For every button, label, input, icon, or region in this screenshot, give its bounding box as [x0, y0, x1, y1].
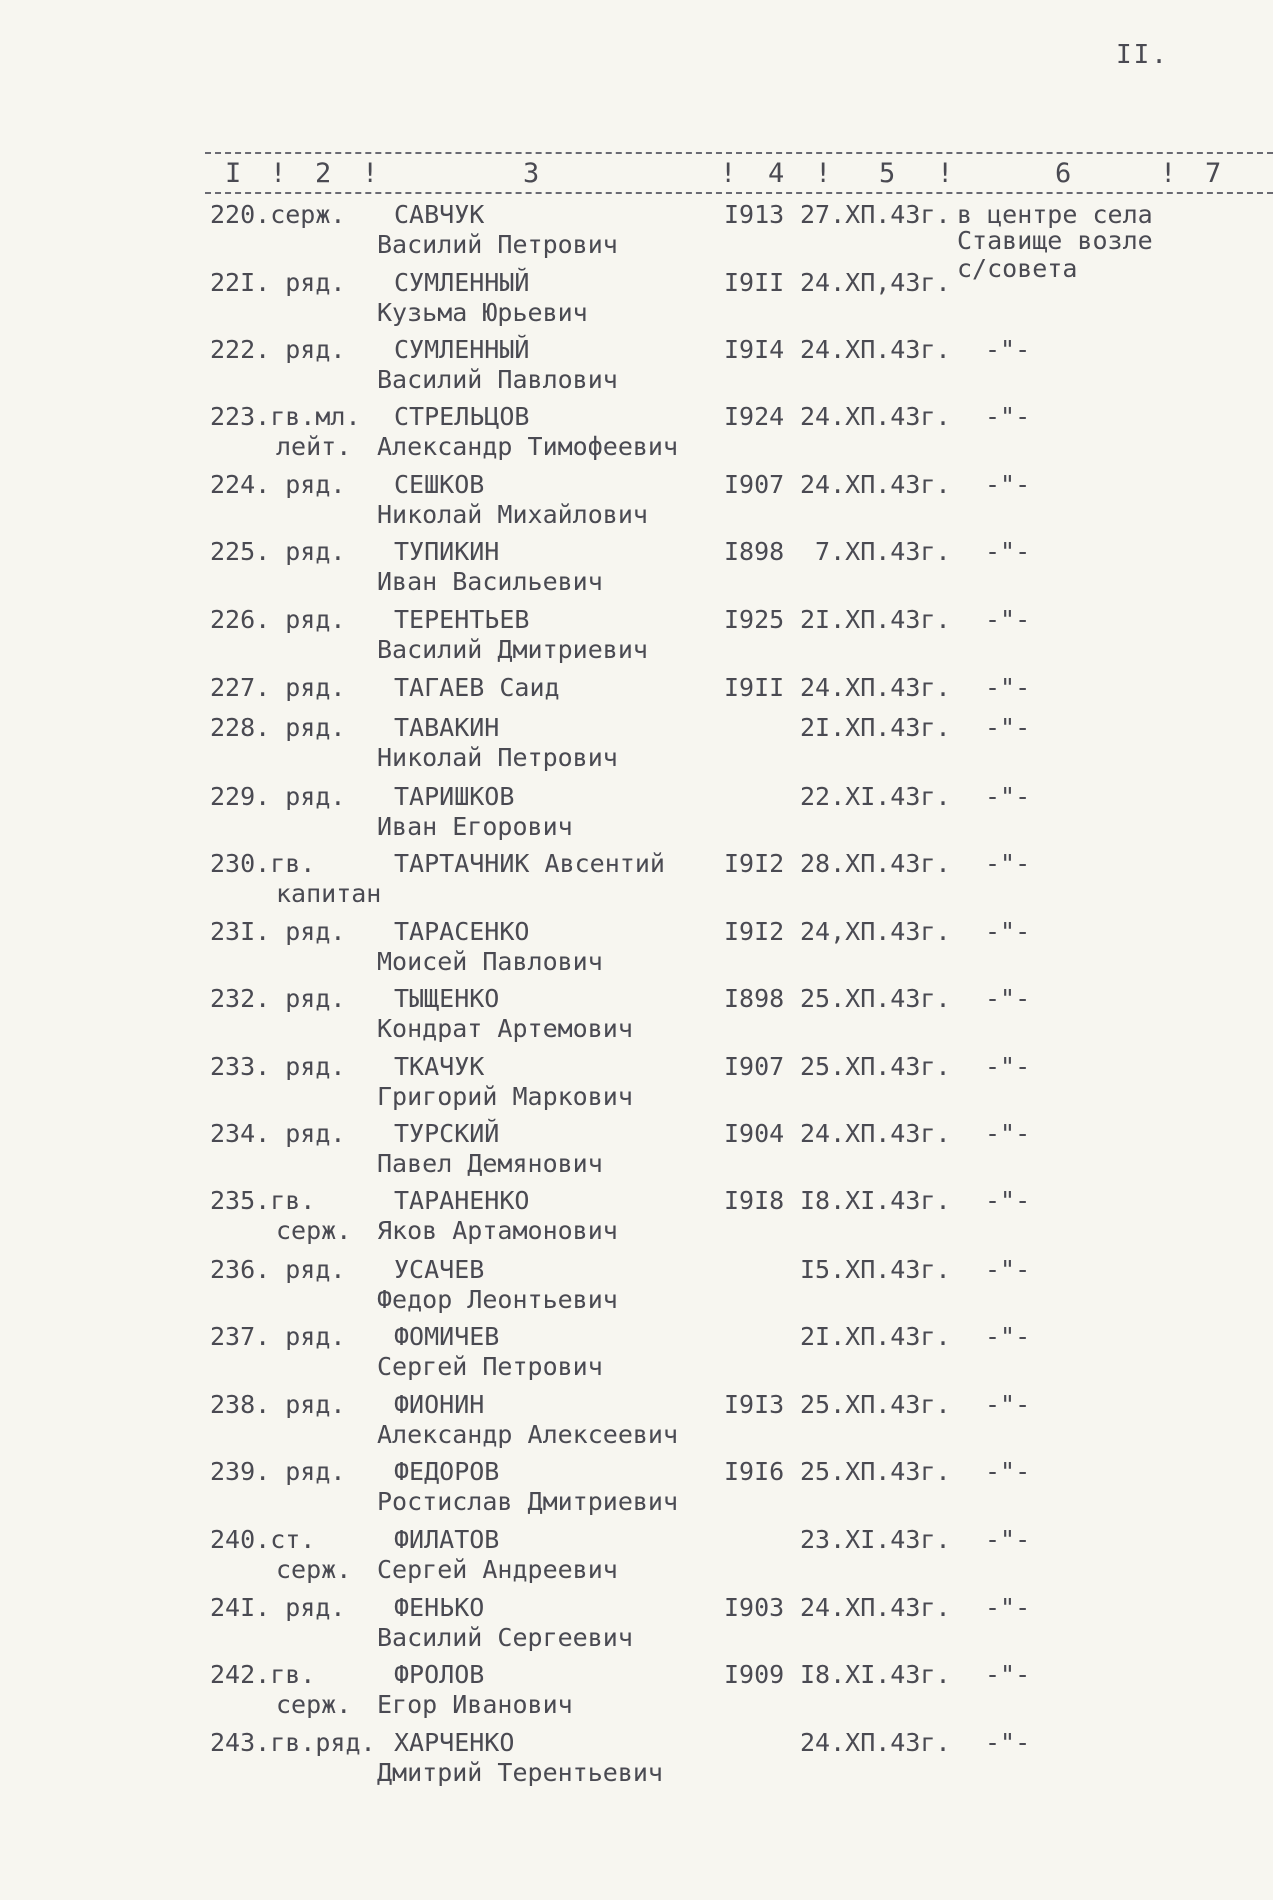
rank-cell: 220.серж.	[210, 200, 346, 229]
burial-place-cell: -"-	[985, 1660, 1031, 1689]
birth-year-cell: I904	[724, 1119, 785, 1148]
place-note-line-1: в центре села	[957, 200, 1153, 229]
death-date-cell: 28.XП.43г.	[800, 849, 951, 878]
surname-cell: ФРОЛОВ	[394, 1660, 485, 1689]
death-date-cell: 25.XП.43г.	[800, 984, 951, 1013]
table-row	[0, 713, 1273, 777]
header-bottom-rule	[205, 192, 1273, 194]
burial-place-cell: -"-	[985, 713, 1031, 742]
table-row	[0, 1457, 1273, 1521]
given-name-cell: Николай Михайлович	[377, 500, 648, 529]
rank-cell: 224. ряд.	[210, 470, 346, 499]
rank-cell: 24I. ряд.	[210, 1593, 346, 1622]
rank-continuation-cell: серж.	[276, 1555, 352, 1584]
given-name-cell: Павел Демянович	[377, 1149, 603, 1178]
table-row	[0, 335, 1273, 399]
table-row	[0, 849, 1273, 913]
death-date-cell: 24.XП.43г.	[800, 673, 951, 702]
given-name-cell: Василий Петрович	[377, 230, 618, 259]
surname-cell: ФЕНЬКО	[394, 1593, 485, 1622]
birth-year-cell: I9I2	[724, 849, 785, 878]
given-name-cell: Иван Васильевич	[377, 567, 603, 596]
burial-place-cell: -"-	[985, 673, 1031, 702]
given-name-cell: Ростислав Дмитриевич	[377, 1487, 679, 1516]
table-row	[0, 1728, 1273, 1792]
birth-year-cell: I9I4	[724, 335, 785, 364]
header-sep: !	[815, 158, 832, 189]
rank-cell: 242.гв.	[210, 1660, 316, 1689]
death-date-cell: 2I.XП.43г.	[800, 605, 951, 634]
birth-year-cell: I913	[724, 200, 785, 229]
burial-place-cell: -"-	[985, 1255, 1031, 1284]
header-col-5: 5	[879, 158, 896, 189]
given-name-cell: Кондрат Артемович	[377, 1014, 633, 1043]
death-date-cell: 25.XП.43г.	[800, 1390, 951, 1419]
surname-cell: СУМЛЕННЫЙ	[394, 268, 530, 297]
place-note-line-3: с/совета	[957, 254, 1078, 283]
death-date-cell: 23.XI.43г.	[800, 1525, 951, 1554]
death-date-cell: 24.XП.43г.	[800, 1119, 951, 1148]
rank-continuation-cell: лейт.	[276, 432, 352, 461]
rank-cell: 230.гв.	[210, 849, 316, 878]
rank-cell: 237. ряд.	[210, 1322, 346, 1351]
rank-cell: 229. ряд.	[210, 782, 346, 811]
birth-year-cell: I9II	[724, 268, 785, 297]
death-date-cell: I8.XI.43г.	[800, 1186, 951, 1215]
rank-cell: 23I. ряд.	[210, 917, 346, 946]
surname-cell: УСАЧЕВ	[394, 1255, 485, 1284]
header-sep: !	[362, 158, 379, 189]
surname-cell: ТКАЧУК	[394, 1052, 485, 1081]
rank-cell: 243.гв.ряд.	[210, 1728, 376, 1757]
birth-year-cell: I9I2	[724, 917, 785, 946]
rank-cell: 225. ряд.	[210, 537, 346, 566]
death-date-cell: 25.XП.43г.	[800, 1052, 951, 1081]
birth-year-cell: I898	[724, 984, 785, 1013]
table-row	[0, 605, 1273, 669]
surname-cell: САВЧУК	[394, 200, 485, 229]
death-date-cell: 24.XП.43г.	[800, 402, 951, 431]
table-row	[0, 1390, 1273, 1454]
death-date-cell: I5.XП.43г.	[800, 1255, 951, 1284]
table-row	[0, 1119, 1273, 1183]
burial-place-cell: -"-	[985, 1186, 1031, 1215]
table-row	[0, 1660, 1273, 1724]
birth-year-cell: I9I6	[724, 1457, 785, 1486]
rank-cell: 223.гв.мл.	[210, 402, 361, 431]
given-name-cell: Василий Сергеевич	[377, 1623, 633, 1652]
given-name-cell: Егор Иванович	[377, 1690, 573, 1719]
death-date-cell: 24.XП.43г.	[800, 470, 951, 499]
given-name-cell: Моисей Павлович	[377, 947, 603, 976]
death-date-cell: 25.XП.43г.	[800, 1457, 951, 1486]
death-date-cell: 7.XП.43г.	[800, 537, 951, 566]
given-name-cell: Федор Леонтьевич	[377, 1285, 618, 1314]
table-row	[0, 1186, 1273, 1250]
burial-place-cell: -"-	[985, 1525, 1031, 1554]
surname-cell: ТАРАНЕНКО	[394, 1186, 530, 1215]
birth-year-cell: I9I3	[724, 1390, 785, 1419]
burial-place-cell: -"-	[985, 1457, 1031, 1486]
rank-continuation-cell: серж.	[276, 1690, 352, 1719]
given-name-cell: Сергей Петрович	[377, 1352, 603, 1381]
surname-cell: ТЕРЕНТЬЕВ	[394, 605, 530, 634]
surname-cell: ТАВАКИН	[394, 713, 500, 742]
burial-place-cell: -"-	[985, 470, 1031, 499]
burial-place-cell: -"-	[985, 1390, 1031, 1419]
given-name-cell: Александр Алексеевич	[377, 1420, 679, 1449]
rank-cell: 236. ряд.	[210, 1255, 346, 1284]
death-date-cell: 24.XП.43г.	[800, 1593, 951, 1622]
birth-year-cell: I924	[724, 402, 785, 431]
header-sep: !	[270, 158, 287, 189]
table-row	[0, 1322, 1273, 1386]
birth-year-cell: I925	[724, 605, 785, 634]
rank-cell: 226. ряд.	[210, 605, 346, 634]
death-date-cell: 24.XП,43г.	[800, 268, 951, 297]
surname-cell: ХАРЧЕНКО	[394, 1728, 515, 1757]
death-date-cell: 24.XП.43г.	[800, 335, 951, 364]
burial-place-cell: -"-	[985, 537, 1031, 566]
rank-cell: 238. ряд.	[210, 1390, 346, 1419]
birth-year-cell: I907	[724, 1052, 785, 1081]
surname-cell: ТАРИШКОВ	[394, 782, 515, 811]
birth-year-cell: I909	[724, 1660, 785, 1689]
burial-place-cell: -"-	[985, 1119, 1031, 1148]
rank-continuation-cell: серж.	[276, 1216, 352, 1245]
surname-cell: ФИОНИН	[394, 1390, 485, 1419]
table-row	[0, 917, 1273, 981]
burial-place-cell: -"-	[985, 1052, 1031, 1081]
rank-cell: 228. ряд.	[210, 713, 346, 742]
surname-cell: ТАРАСЕНКО	[394, 917, 530, 946]
death-date-cell: 2I.XП.43г.	[800, 1322, 951, 1351]
surname-cell: ТУПИКИН	[394, 537, 500, 566]
table-row	[0, 537, 1273, 601]
burial-place-cell: -"-	[985, 782, 1031, 811]
header-col-1: I	[225, 158, 242, 189]
place-note-line-2: Ставище возле	[957, 226, 1153, 255]
table-row	[0, 402, 1273, 466]
birth-year-cell: I9II	[724, 673, 785, 702]
rank-continuation-cell: капитан	[276, 879, 382, 908]
surname-cell: ТУРСКИЙ	[394, 1119, 500, 1148]
given-name-cell: Сергей Андреевич	[377, 1555, 618, 1584]
header-col-3: 3	[523, 158, 540, 189]
table-row	[0, 268, 1273, 332]
surname-cell: СУМЛЕННЫЙ	[394, 335, 530, 364]
rank-cell: 22I. ряд.	[210, 268, 346, 297]
surname-cell: ФИЛАТОВ	[394, 1525, 500, 1554]
table-row	[0, 984, 1273, 1048]
header-top-rule	[205, 152, 1273, 154]
table-row	[0, 200, 1273, 264]
rank-cell: 222. ряд.	[210, 335, 346, 364]
table-row	[0, 782, 1273, 846]
death-date-cell: I8.XI.43г.	[800, 1660, 951, 1689]
given-name-cell: Александр Тимофеевич	[377, 432, 679, 461]
given-name-cell: Иван Егорович	[377, 812, 573, 841]
rank-cell: 233. ряд.	[210, 1052, 346, 1081]
header-col-4: 4	[768, 158, 785, 189]
table-header	[205, 158, 1273, 192]
given-name-cell: Василий Дмитриевич	[377, 635, 648, 664]
burial-place-cell: -"-	[985, 402, 1031, 431]
birth-year-cell: I903	[724, 1593, 785, 1622]
given-name-cell: Николай Петрович	[377, 743, 618, 772]
burial-place-cell: -"-	[985, 1593, 1031, 1622]
burial-place-cell: -"-	[985, 917, 1031, 946]
table-row	[0, 470, 1273, 534]
header-sep: !	[937, 158, 954, 189]
table-row	[0, 1525, 1273, 1589]
rank-cell: 235.гв.	[210, 1186, 316, 1215]
surname-cell: ТЫЩЕНКО	[394, 984, 500, 1013]
given-name-cell: Кузьма Юрьевич	[377, 298, 588, 327]
header-sep: !	[720, 158, 737, 189]
given-name-cell: Яков Артамонович	[377, 1216, 618, 1245]
surname-cell: ФЕДОРОВ	[394, 1457, 500, 1486]
table-row	[0, 1593, 1273, 1657]
rank-cell: 240.ст.	[210, 1525, 316, 1554]
given-name-cell: Дмитрий Терентьевич	[377, 1758, 663, 1787]
rank-cell: 239. ряд.	[210, 1457, 346, 1486]
surname-cell: СТРЕЛЬЦОВ	[394, 402, 530, 431]
death-date-cell: 2I.XП.43г.	[800, 713, 951, 742]
header-col-2: 2	[315, 158, 332, 189]
header-col-6: 6	[1055, 158, 1072, 189]
birth-year-cell: I898	[724, 537, 785, 566]
burial-place-cell: -"-	[985, 1728, 1031, 1757]
rank-cell: 232. ряд.	[210, 984, 346, 1013]
birth-year-cell: I9I8	[724, 1186, 785, 1215]
birth-year-cell: I907	[724, 470, 785, 499]
burial-place-cell: -"-	[985, 984, 1031, 1013]
table-row	[0, 1052, 1273, 1116]
death-date-cell: 27.XП.43г.	[800, 200, 951, 229]
given-name-cell: Василий Павлович	[377, 365, 618, 394]
surname-cell: СЕШКОВ	[394, 470, 485, 499]
death-date-cell: 24,XП.43г.	[800, 917, 951, 946]
header-col-7: 7	[1205, 158, 1222, 189]
surname-cell: ТАРТАЧНИК Авсентий	[394, 849, 665, 878]
death-date-cell: 24.XП.43г.	[800, 1728, 951, 1757]
header-sep: !	[1160, 158, 1177, 189]
burial-place-cell: -"-	[985, 605, 1031, 634]
rank-cell: 227. ряд.	[210, 673, 346, 702]
surname-cell: ТАГАЕВ Саид	[394, 673, 560, 702]
burial-place-cell: -"-	[985, 849, 1031, 878]
surname-cell: ФОМИЧЕВ	[394, 1322, 500, 1351]
table-row	[0, 1255, 1273, 1319]
page-number: II.	[1116, 40, 1169, 70]
rank-cell: 234. ряд.	[210, 1119, 346, 1148]
burial-place-cell: -"-	[985, 335, 1031, 364]
burial-place-cell: -"-	[985, 1322, 1031, 1351]
death-date-cell: 22.XI.43г.	[800, 782, 951, 811]
given-name-cell: Григорий Маркович	[377, 1082, 633, 1111]
